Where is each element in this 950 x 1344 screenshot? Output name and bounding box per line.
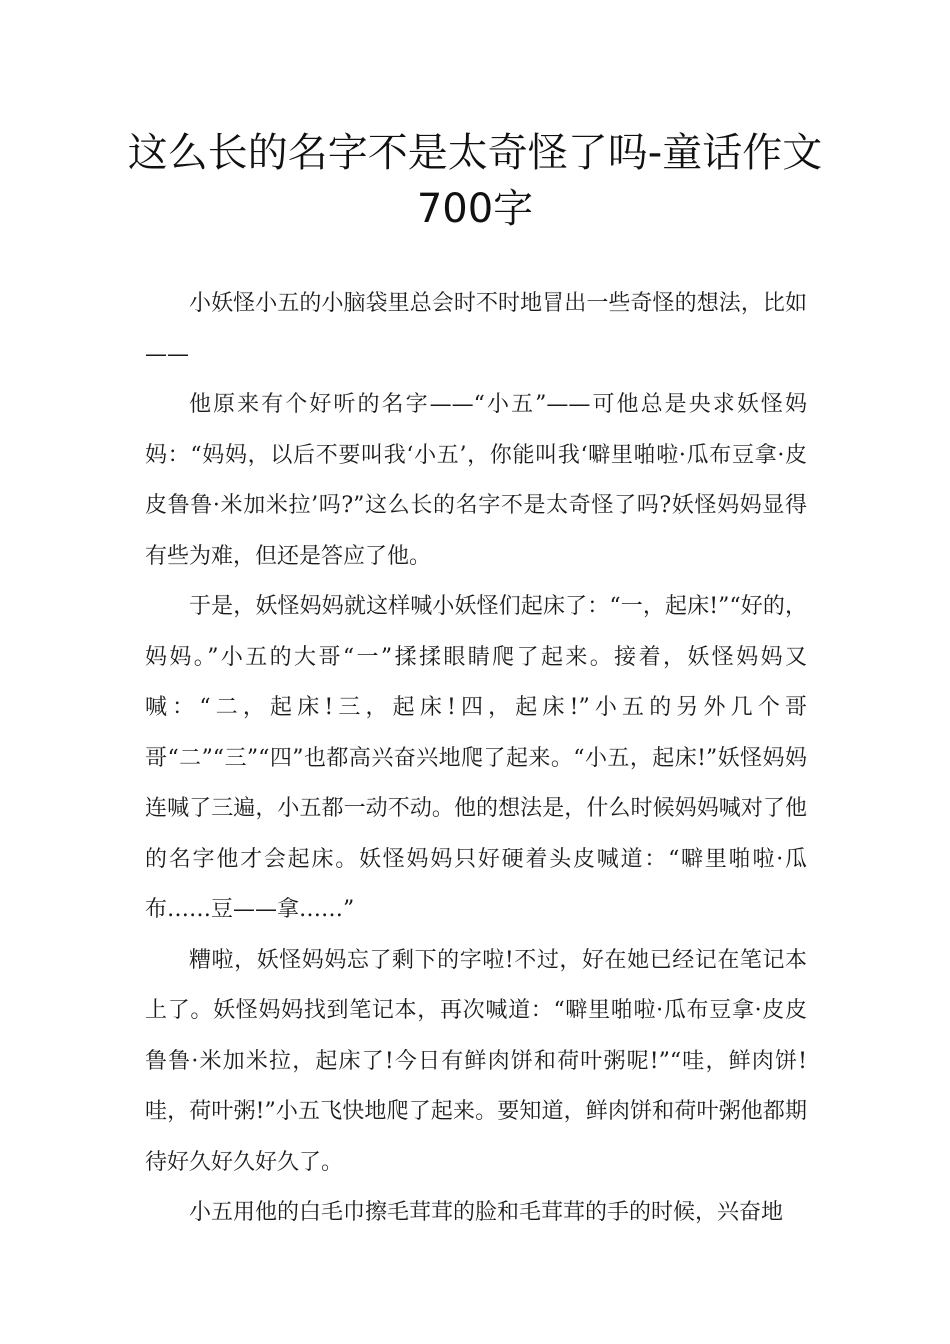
paragraph: 于是，妖怪妈妈就这样喊小妖怪们起床了：“一，起床!”“好的，妈妈。”小五的大哥“一”揉揉眼睛爬了起来。接着，妖怪妈妈又喊：“二，起床!三，起床!四，起床!”小五的另外几个哥哥“二”“三”“四”也都高兴奋兴地爬了起来。“小五，起床!”妖怪妈妈连喊了三遍，小五都一动不动。他的想法是，什么时候妈妈喊对了他的名字他才会起床。妖怪妈妈只好硬着头皮喊道：“噼里啪啦·瓜布……豆——拿……” [145, 594, 807, 922]
paragraph: 小妖怪小五的小脑袋里总会时不时地冒出一些奇怪的想法，比如—— [145, 291, 807, 367]
paragraph: 小五用他的白毛巾擦毛茸茸的脸和毛茸茸的手的时候，兴奋地 [189, 1200, 784, 1225]
paragraph: 他原来有个好听的名字——“小五”——可他总是央求妖怪妈妈：“妈妈，以后不要叫我‘小五’，你能叫我‘噼里啪啦·瓜布豆拿·皮皮鲁鲁·米加米拉’吗?”这么长的名字不是太奇怪了吗?妖怪妈妈显得有些为难，但还是答应了他。 [145, 392, 807, 569]
document-body [145, 279, 807, 1239]
paragraph: 糟啦，妖怪妈妈忘了剩下的字啦!不过，好在她已经记在笔记本上了。妖怪妈妈找到笔记本，再次喊道：“噼里啪啦·瓜布豆拿·皮皮鲁鲁·米加米拉，起床了!今日有鲜肉饼和荷叶粥呢!”“哇，鲜肉饼!哇，荷叶粥!”小五飞快地爬了起来。要知道，鲜肉饼和荷叶粥他都期待好久好久好久了。 [145, 947, 807, 1175]
document-title: 这么长的名字不是太奇怪了吗-童话作文700字 [127, 130, 823, 232]
